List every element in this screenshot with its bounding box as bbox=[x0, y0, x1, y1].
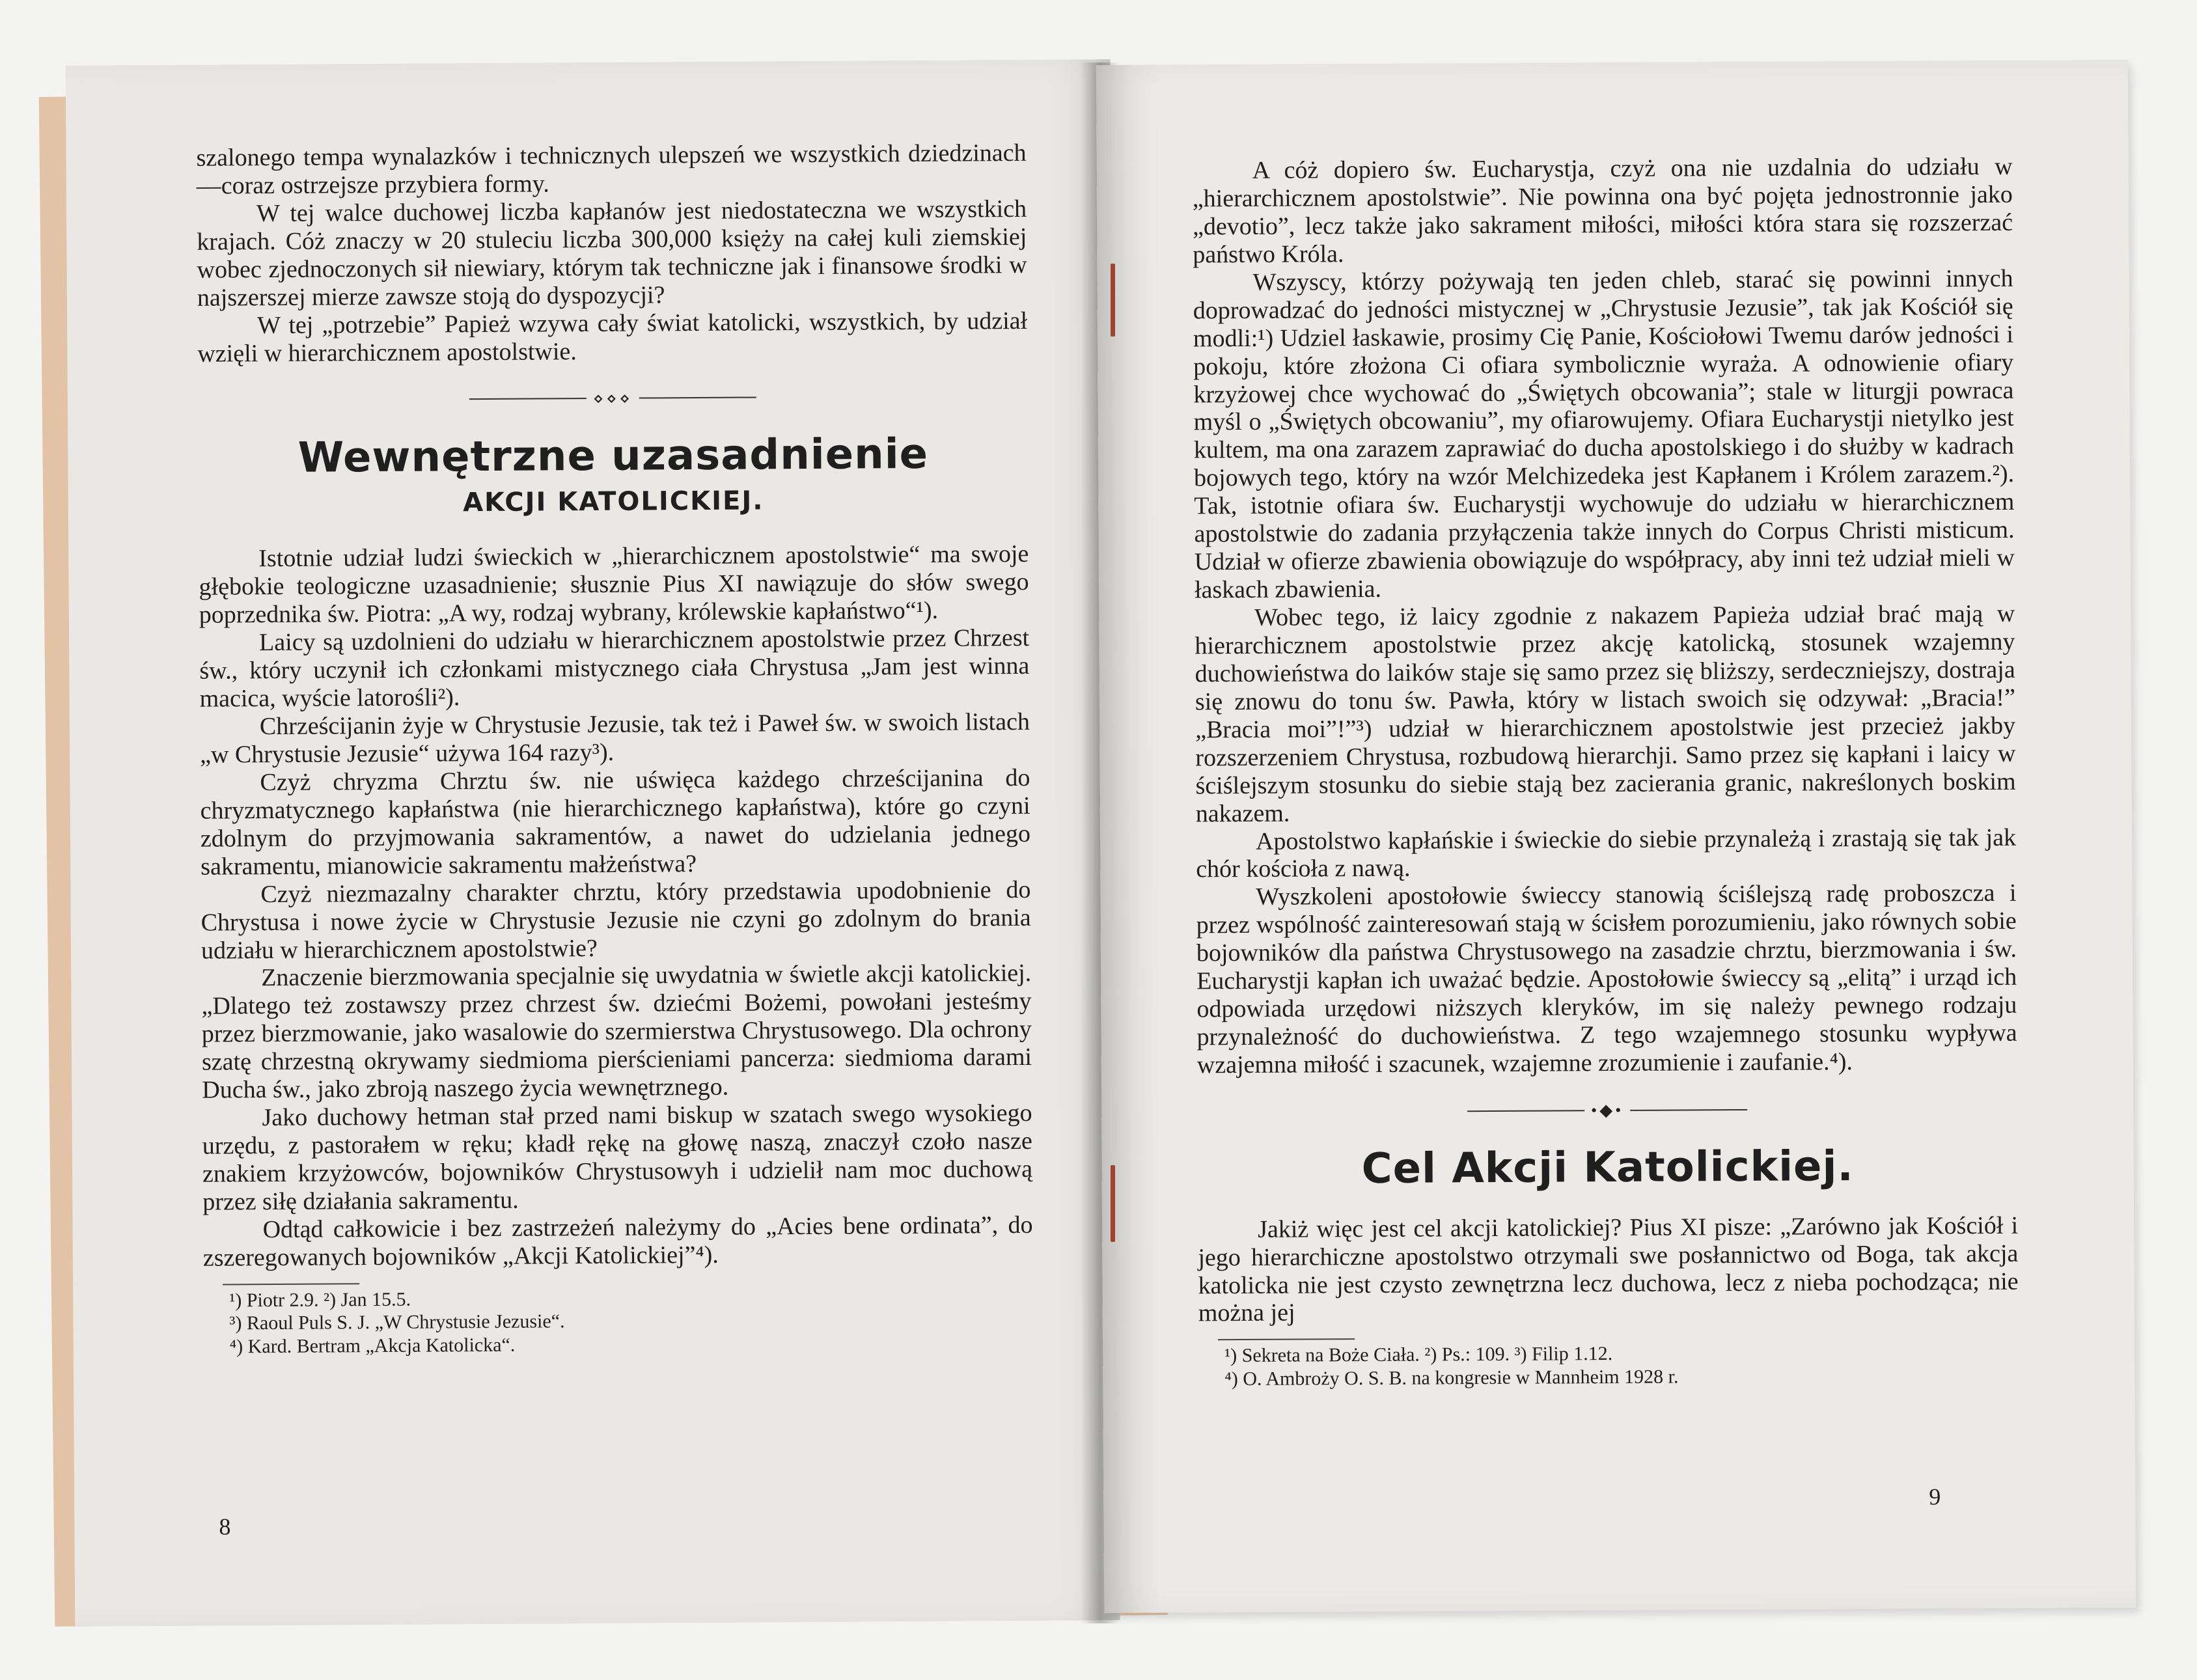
right-paragraph: Wszyscy, którzy pożywają ten jeden chleb, starać się powinni innych doprowadzać do jedności mistycznej w „Chrystusie Jezusie”, tak jak Kościół się modli:¹) Udziel łaskawie, prosimy Cię Panie, Kościołowi Twemu darów jedności i pokoju, które złożona Ci ofiara symbolicznie wyraża. A odnowienie ofiary krzyżowej chce wychować do „Świętych obcowania”; stale w liturgji powraca myśl o „Świętych obcowaniu”, my ofiarowujemy. Ofiara Eucharystji nietylko jest kultem, ma ona zarazem zaprawiać do ducha apostolskiego i do służby w kadrach bojowych tego, który na wzór Melchizedeka jest Kapłanem i Królem zarazem.²). Tak, istotnie ofiara św. Eucharystji wychowuje do udziału w hierarchicznem apostolstwie do zadania przyłączenia także innych do Corpus Christi misticum. Udział w ofierze zbawienia obowiązuje do współpracy, aby inni też udział mieli w łaskach zbawienia. bbox=[1193, 264, 2015, 604]
footnote: ⁴) Kard. Bertram „Akcja Katolicka“. bbox=[229, 1334, 516, 1357]
section-paragraph: Laicy są uzdolnieni do udziału w hierarchicznem apostolstwie przez Chrzest św., który uczynił ich członkami mistycznego ciała Chrystusa „Jam jest winna macica, wyście latorośli²). bbox=[199, 624, 1030, 713]
ornament-divider bbox=[1197, 1099, 2017, 1122]
section-paragraph: Jako duchowy hetman stał przed nami biskup w szatach swego wysokiego urzędu, z pastorałem w ręku; kładł rękę na głowę naszą, znaczył czoło nasze znakiem krzyżowców, bojowników Chrystusowyh i udzielił nam moc duchową przez siłę działania sakramentu. bbox=[202, 1099, 1033, 1216]
right-text-column bbox=[1193, 153, 2019, 1391]
footnote-rule bbox=[1218, 1338, 1355, 1340]
section-paragraph: Chrześcijanin żyje w Chrystusie Jezusie, tak też i Paweł św. w swoich listach „w Chrystusie Jezusie“ używa 164 razy³). bbox=[200, 708, 1030, 769]
page-number-left: 8 bbox=[219, 1513, 231, 1540]
right-page bbox=[1096, 60, 2136, 1613]
section-paragraph: Istotnie udział ludzi świeckich w „hierarchicznem apostolstwie“ ma swoje głębokie teologiczne uzasadnienie; słusznie Pius XI nawiązuje do słów swego poprzednika św. Piotra: „A wy, rodzaj wybrany, królewskie kapłaństwo“¹). bbox=[199, 540, 1029, 629]
footnote: ⁴) O. Ambroży O. S. B. na kongresie w Mannheim 1928 r. bbox=[1224, 1366, 1679, 1390]
ornament-divider bbox=[198, 386, 1028, 410]
left-paragraph: W tej walce duchowej liczba kapłanów jest niedostateczna we wszystkich krajach. Cóż znaczy w 20 stuleciu liczba 300,000 księży na całej kuli ziemskiej wobec zjednoczonych sił niewiary, którym tak techniczne jak i finansowe środki w najszerszej mierze zawsze stoją do dyspozycji? bbox=[197, 195, 1027, 312]
right-paragraph: Apostolstwo kapłańskie i świeckie do siebie przynależą i zrastają się tak jak chór kościoła z nawą. bbox=[1196, 823, 2017, 883]
section-paragraph: Znaczenie bierzmowania specjalnie się uwydatnia w świetle akcji katolickiej. „Dlatego też zostawszy przez chrzest św. dziećmi Bożemi, powołani jesteśmy przez bierzmowanie, jako wasalowie do szermierstwa Chrystusowego. Dla ochrony szatę chrzestną okrywamy siedmioma pierścieniami pancerza: siedmioma darami Ducha św., jako zbroją naszego życia wewnętrznego. bbox=[201, 959, 1032, 1104]
section-paragraph: Jakiż więc jest cel akcji katolickiej? Pius XI pisze: „Zarówno jak Kościół i jego hierarchiczne apostolstwo otrzymali swe posłannictwo od Boga, tak akcja katolicka nie jest czysto zewnętrzna lecz duchowa, lecz z nieba pochodząca; nie można jej bbox=[1198, 1211, 2019, 1327]
ornament-icon: •◆• bbox=[1591, 1100, 1624, 1120]
left-footnotes bbox=[203, 1279, 1034, 1358]
section-paragraph: Odtąd całkowicie i bez zastrzeżeń należymy do „Acies bene ordinata”, do zszeregowanych bojowników „Akcji Katolickiej”⁴). bbox=[202, 1211, 1033, 1272]
binding-stitch bbox=[1111, 264, 1115, 337]
section-heading: Wewnętrzne uzasadnienie bbox=[297, 430, 929, 482]
right-paragraph: Wobec tego, iż laicy zgodnie z nakazem Papieża udział brać mają w hierarchicznem apostolstwie przez akcję katolicką, stosunek wzajemny duchowieństwa do laików staje się samo przez się bliższy, serdeczniejszy, dostraja się znowu do tonu św. Pawła, który w listach swoich się odzywał: „Bracia!” „Bracia moi”!”³) udział w hierarchicznem apostolstwie jest przecież jakby rozszerzeniem Chrystusa, rozbudową hierarchji. Samo przez się kapłani i laicy w ściślejszym stosunku do siebie stają bez zacierania granic, nakreślonych boskim nakazem. bbox=[1195, 599, 2016, 827]
footnote: ¹) Piotr 2.9. ²) Jan 15.5. bbox=[229, 1288, 411, 1312]
left-text-column bbox=[196, 139, 1033, 1358]
binding-stitch bbox=[1111, 1165, 1115, 1242]
footnote: ¹) Sekreta na Boże Ciała. ²) Ps.: 109. ³) Filip 1.12. bbox=[1224, 1343, 1613, 1367]
left-page bbox=[66, 59, 1120, 1627]
section-heading: Cel Akcji Katolickiej. bbox=[1361, 1142, 1854, 1194]
section-subheading: AKCJI KATOLICKIEJ. bbox=[462, 486, 764, 518]
right-footnotes bbox=[1198, 1335, 2019, 1390]
section-paragraph: Czyż niezmazalny charakter chrztu, który przedstawia upodobnienie do Chrystusa i nowe życie w Chrystusie Jezusie nie czyni go zdolnym do brania udziału w hierarchicznem apostolstwie? bbox=[200, 875, 1031, 965]
page-number-right: 9 bbox=[1929, 1483, 1941, 1510]
ornament-icon: ⋄⋄⋄ bbox=[592, 389, 633, 408]
left-paragraph: szalonego tempa wynalazków i technicznych ulepszeń we wszystkich dziedzinach—coraz ostrzejsze przybiera formy. bbox=[196, 139, 1027, 200]
footnote: ³) Raoul Puls S. J. „W Chrystusie Jezusie“. bbox=[229, 1310, 565, 1334]
left-paragraph: W tej „potrzebie” Papież wzywa cały świat katolicki, wszystkich, by udział wzięli w hierarchicznem apostolstwie. bbox=[197, 307, 1028, 368]
right-paragraph: Wyszkoleni apostołowie świeccy stanowią ściślejszą radę proboszcza i przez wspólność zainteresowań stają w ścisłem porozumieniu, jako równych sobie bojowników dla państwa Chrystusowego na zasadzie chrztu, bierzmowania i św. Eucharystji kapłan ich uważać będzie. Apostołowie świeccy są „elitą” i urząd ich odpowiada urzędowi niższych kleryków, im się należy pewnego rodzaju przynależność do duchowieństwa. Z tego wzajemnego stosunku wypływa wzajemna miłość i szacunek, wzajemne zrozumienie i zaufanie.⁴). bbox=[1196, 879, 2017, 1079]
right-paragraph: A cóż dopiero św. Eucharystja, czyż ona nie uzdalnia do udziału w „hierarchicznem apostolstwie”. Nie powinna ona być pojęta jednostronnie jako „devotio”, lecz także jako sakrament miłości, miłości która stara się rozszerzać państwo Króla. bbox=[1192, 152, 2013, 269]
footnote-rule bbox=[223, 1283, 359, 1285]
section-paragraph: Czyż chryzma Chrztu św. nie uświęca każdego chrześcijanina do chryzmatycznego kapłaństwa (nie hierarchicznego kapłaństwa), które go czyni zdolnym do przyjmowania sakramentów, a nawet do udzielania jednego sakramentu, mianowicie sakramentu małżeństwa? bbox=[200, 764, 1031, 881]
